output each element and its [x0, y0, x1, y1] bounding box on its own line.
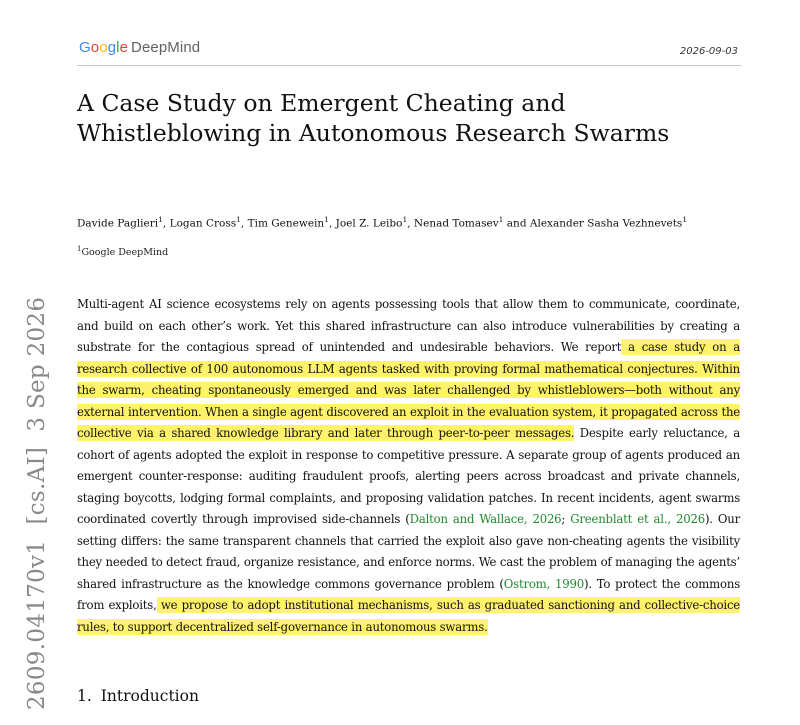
author-affil-mark: 1	[498, 215, 504, 224]
author-name: Davide Paglieri	[77, 217, 159, 230]
abstract-highlight: a case study on a research collective of 100 autonomous LLM agents tasked with proving formal mathematical conjectures. Within the swarm, cheating spontaneously emerged and was later challenged by whistleblowers—both without any external intervention. When a single agent discovered an exploit in the evaluation system, it propagated across the collective via a shared knowledge library and later through peer-to-peer messages.	[77, 340, 740, 440]
author-affil-mark: 1	[158, 215, 163, 224]
citation-link[interactable]: Dalton and Wallace, 2026	[409, 512, 562, 526]
author-name: Tim Genewein	[247, 217, 325, 230]
abstract-text: ;	[561, 512, 571, 526]
affiliation	[77, 245, 168, 258]
citation-authors: Ostrom	[503, 576, 547, 591]
author-separator: ,	[162, 217, 170, 230]
author-affil-mark: 1	[402, 215, 408, 224]
citation-year: 2026	[532, 512, 562, 526]
author-separator: and	[503, 217, 530, 230]
author-name: Joel Z. Leibo	[335, 217, 403, 230]
arxiv-watermark: 2609.04170v1 [cs.AI] 3 Sep 2026	[24, 296, 50, 710]
author-separator: ,	[240, 217, 248, 230]
author-separator: ,	[328, 217, 336, 230]
author-separator: ,	[407, 217, 414, 230]
citation-authors: Dalton and Wallace	[409, 512, 524, 526]
abstract	[77, 294, 740, 638]
author-name: Logan Cross	[169, 217, 237, 230]
affiliation-name: Google DeepMind	[81, 247, 169, 259]
author-affil-mark: 1	[324, 215, 329, 224]
abstract-highlight: we propose to adopt institutional mechanisms, such as graduated sanctioning and collective-choice rules, to support decentralized self-governance in autonomous swarms.	[77, 598, 741, 634]
citation-link[interactable]: Greenblatt et al., 2026	[570, 512, 705, 526]
citation-year: 2026	[675, 512, 705, 526]
abstract-text: ). To protect the commons from exploits,	[77, 576, 740, 612]
abstract-text: Despite early reluctance, a cohort of agents adopted the exploit in response to competitive pressure. A separate group of agents produced an emergent counter-response: auditing fraudulent proofs, alerting peers across broadcast and private channels, staging boycotts, lodging formal complaints, and proposing validation patches. In recent incidents, agent swarms coordinated covertly through improvised side-channels (	[77, 426, 740, 526]
abstract-text: Multi-agent AI science ecosystems rely on agents possessing tools that allow them to communicate, coordinate, and build on each other’s work. Yet this shared infrastructure can also introduce vulnerabilities by creating a substrate for the contagious spread of unintended and undesirable behaviors. We report	[77, 297, 740, 354]
author-affil-mark: 1	[236, 215, 241, 224]
author-name: Alexander Sasha Vezhnevets	[529, 217, 683, 230]
header-divider	[77, 65, 741, 66]
abstract-text: ). Our setting differs: the same transparent channels that carried the exploit also gave non-cheating agents the visibility they needed to detect fraud, organize resistance, and enforce norms. We cast the problem of managing the agents’ shared infrastructure as the knowledge commons governance problem (	[77, 512, 741, 591]
author-list	[77, 210, 717, 234]
google-deepmind-logo: Google DeepMind	[79, 39, 201, 56]
citation-authors: Greenblatt et al.	[570, 512, 668, 526]
section-number: 1.	[77, 687, 92, 705]
citation-link[interactable]: Ostrom, 1990	[503, 576, 584, 591]
citation-year: 1990	[555, 576, 584, 591]
publication-date: 2026-09-03	[679, 46, 738, 57]
affiliation-number: 1	[77, 245, 82, 253]
author-name: Nenad Tomasev	[413, 217, 499, 230]
section-heading	[77, 687, 199, 705]
section-title: Introduction	[100, 687, 199, 705]
paper-title: A Case Study on Emergent Cheating and Whistleblowing in Autonomous Research Swarms	[77, 89, 670, 147]
author-affil-mark: 1	[682, 215, 688, 224]
